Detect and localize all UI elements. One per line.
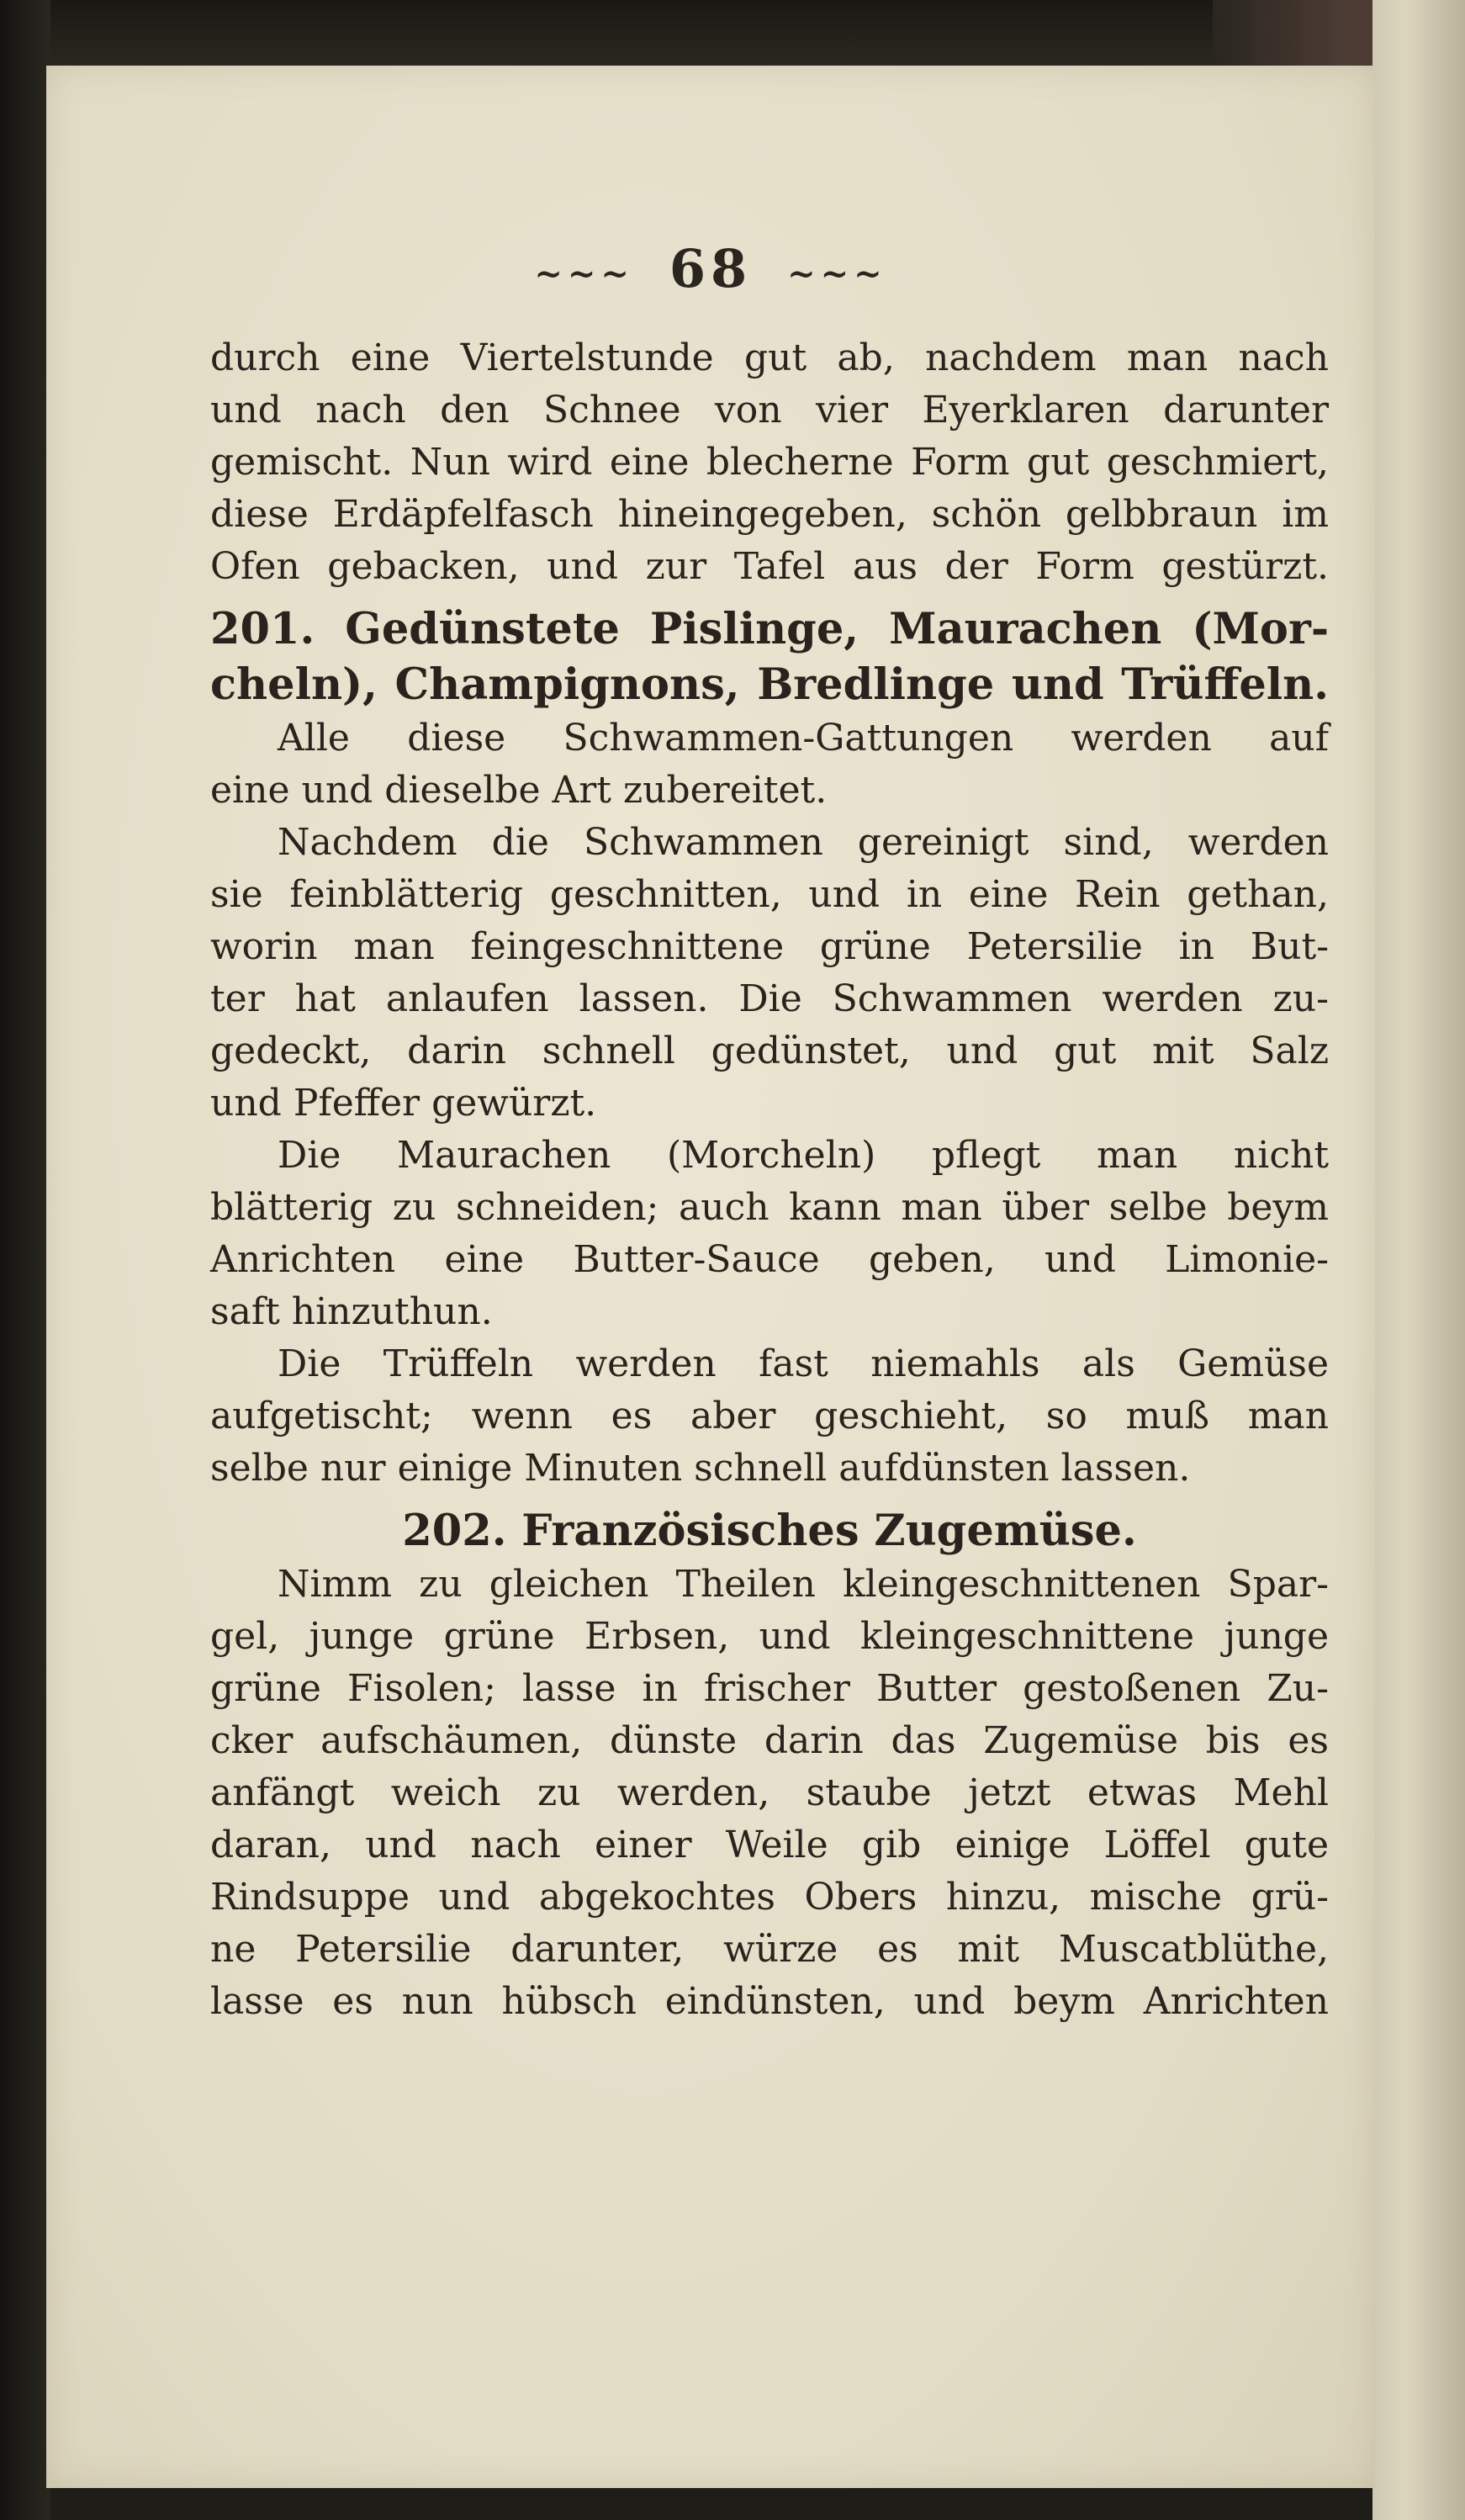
recipe-heading-202: 202. Französisches Zugemüse. — [402, 1506, 1137, 1556]
text-line: Rindsuppe und abgekochtes Obers hinzu, mische grü- — [210, 1876, 1329, 1919]
text-line: durch eine Viertelstunde gut ab, nachdem man nach — [210, 336, 1329, 379]
text-line: selbe nur einige Minuten schnell aufdünsten lassen. — [210, 1447, 1191, 1490]
text-line: ne Petersilie darunter, würze es mit Muscatblüthe, — [210, 1928, 1329, 1971]
text-line: gedeckt, darin schnell gedünstet, und gut mit Salz — [210, 1030, 1329, 1072]
text-line: gemischt. Nun wird eine blecherne Form gut geschmiert, — [210, 441, 1329, 484]
text-line: diese Erdäpfelfasch hineingegeben, schön gelbbraun im — [210, 493, 1329, 536]
text-line: Nachdem die Schwammen gereinigt sind, werden — [278, 821, 1329, 864]
page-body-text — [210, 332, 1329, 2028]
header-ornament-right: ~~~ — [787, 253, 887, 294]
text-line: Die Maurachen (Morcheln) pflegt man nicht — [278, 1134, 1329, 1177]
text-line: aufgetischt; wenn es aber geschieht, so muß man — [210, 1395, 1329, 1437]
header-ornament-left: ~~~ — [534, 253, 634, 294]
text-line: lasse es nun hübsch eindünsten, und beym Anrichten — [210, 1980, 1329, 2023]
text-line: blätterig zu schneiden; auch kann man über selbe beym — [210, 1186, 1329, 1229]
text-line: grüne Fisolen; lasse in frischer Butter gestoßenen Zu- — [210, 1667, 1329, 1710]
scan-background-left — [0, 0, 50, 2520]
text-line: anfängt weich zu werden, staube jetzt etwas Mehl — [210, 1771, 1329, 1814]
text-line: gel, junge grüne Erbsen, und kleingeschnittene junge — [210, 1615, 1329, 1658]
page-header — [46, 238, 1375, 299]
text-line: und nach den Schnee von vier Eyerklaren darunter — [210, 389, 1329, 431]
text-line: Anrichten eine Butter-Sauce geben, und Limonie- — [210, 1238, 1329, 1281]
text-line: worin man feingeschnittene grüne Petersilie in But- — [210, 925, 1329, 968]
text-line: Ofen gebacken, und zur Tafel aus der Form gestürzt. — [210, 545, 1329, 588]
text-line: eine und dieselbe Art zubereitet. — [210, 769, 828, 812]
text-line: ter hat anlaufen lassen. Die Schwammen werden zu- — [210, 977, 1329, 1020]
spacer — [210, 593, 1329, 601]
text-line: cker aufschäumen, dünste darin das Zugemüse bis es — [210, 1719, 1329, 1762]
page-edge-strip — [1372, 0, 1465, 2520]
recipe-heading-201-cont: cheln), Champignons, Bredlinge und Trüffeln. — [210, 659, 1329, 710]
text-line: saft hinzuthun. — [210, 1290, 493, 1333]
text-line: Die Trüffeln werden fast niemahls als Gemüse — [278, 1342, 1329, 1385]
text-line: daran, und nach einer Weile gib einige Löffel gute — [210, 1824, 1329, 1866]
recipe-number: 201. — [210, 604, 315, 654]
page-number: 68 — [669, 238, 753, 299]
recipe-title: Gedünstete Pislinge, Maurachen (Mor- — [345, 604, 1329, 654]
spacer — [210, 1495, 1329, 1503]
text-line: Nimm zu gleichen Theilen kleingeschnittenen Spar- — [278, 1563, 1329, 1606]
text-line: sie feinblätterig geschnitten, und in eine Rein gethan, — [210, 873, 1329, 916]
text-line: Alle diese Schwammen-Gattungen werden auf — [278, 717, 1329, 760]
text-line: und Pfeffer gewürzt. — [210, 1082, 597, 1125]
recipe-heading-201 — [210, 601, 1329, 657]
